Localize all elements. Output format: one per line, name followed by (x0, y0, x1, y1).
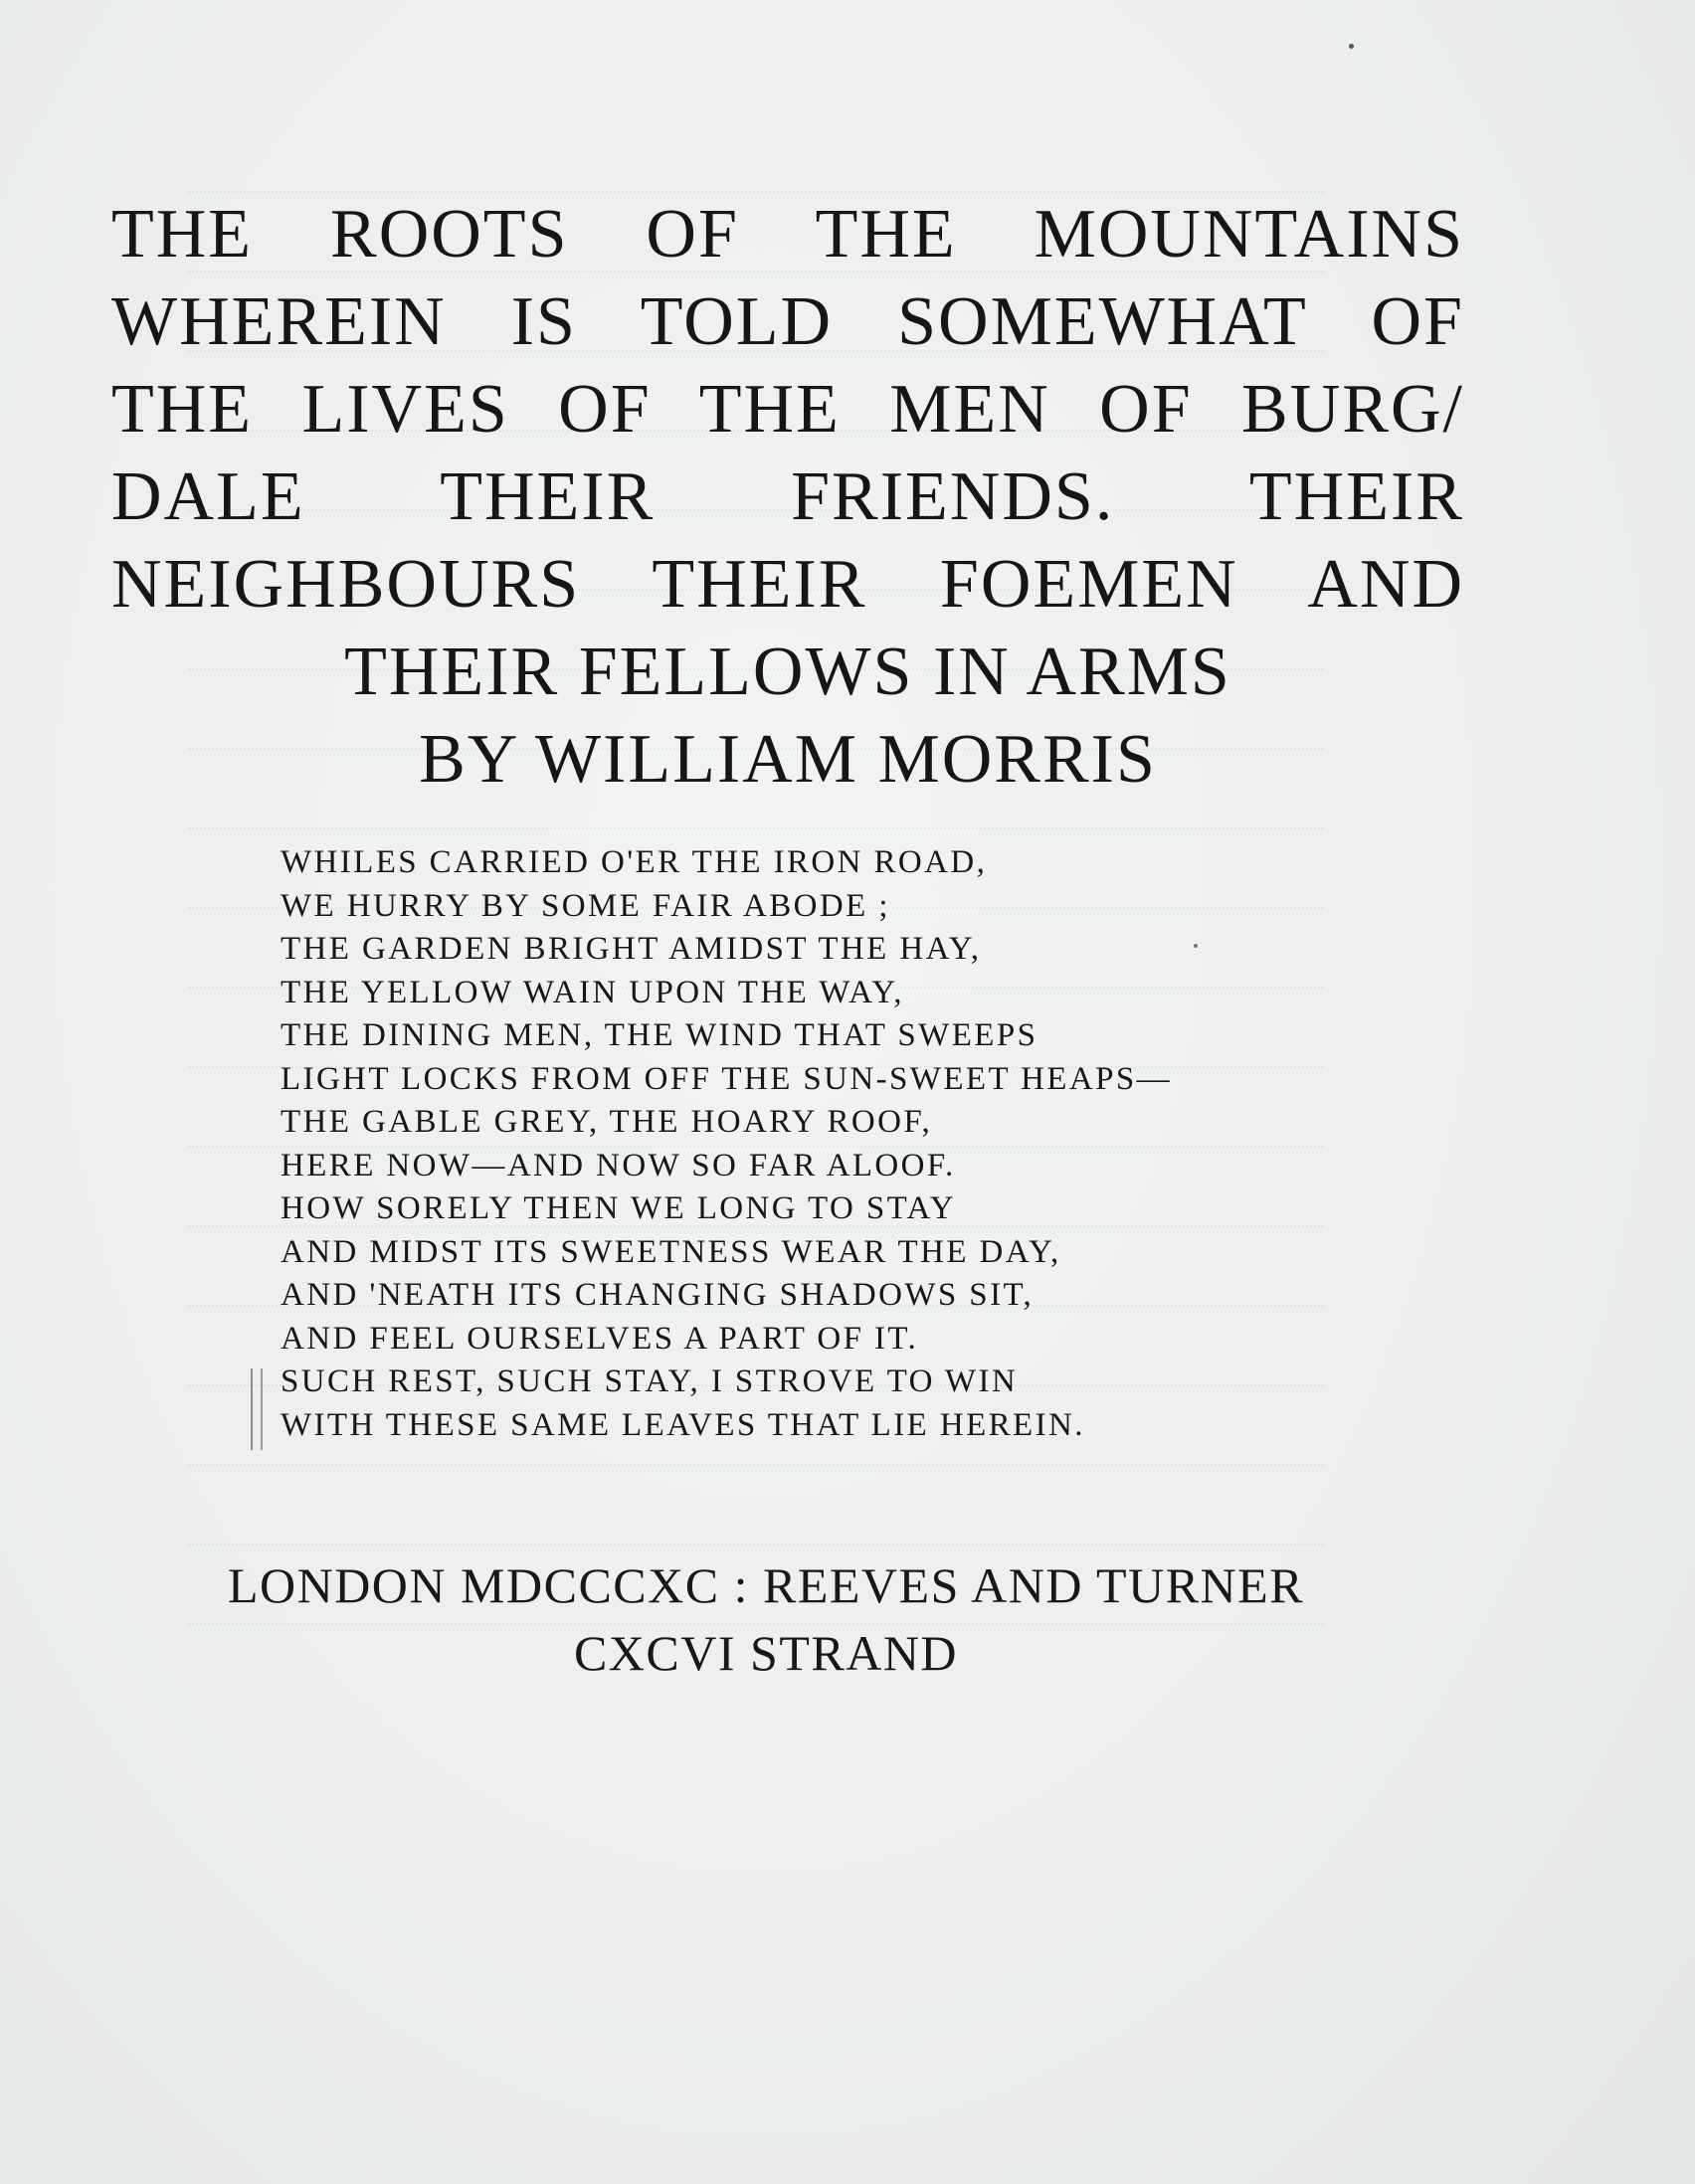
imprint-line-1: LONDON MDCCCXC : REEVES AND TURNER (227, 1557, 1305, 1613)
poem-line: AND 'NEATH ITS CHANGING SHADOWS SIT, (281, 1277, 1035, 1313)
poem-line: AND MIDST ITS SWEETNESS WEAR THE DAY, (281, 1233, 1061, 1270)
poem-line: WHILES CARRIED O'ER THE IRON ROAD, (281, 844, 988, 880)
epigraph-poem (281, 841, 1355, 1447)
poem-line: SUCH REST, SUCH STAY, I STROVE TO WIN (281, 1364, 1019, 1399)
title-line-6: THEIR FELLOWS IN ARMS (344, 634, 1231, 710)
poem-line: WE HURRY BY SOME FAIR ABODE ; (281, 887, 890, 924)
paper-speck (1349, 44, 1354, 49)
book-title (111, 191, 1464, 804)
poem-line: WITH THESE SAME LEAVES THAT LIE HEREIN. (281, 1406, 1085, 1443)
title-line-5: NEIGHBOURS THEIR FOEMEN AND (111, 546, 1464, 623)
title-line-3: THE LIVES OF THE MEN OF BURG/ (111, 371, 1464, 448)
margin-pencil-mark (251, 1368, 263, 1450)
imprint-line-2: CXCVI STRAND (573, 1625, 959, 1681)
poem-line: THE YELLOW WAIN UPON THE WAY, (281, 974, 904, 1010)
paper-speck (1194, 944, 1198, 948)
poem-line: HERE NOW—AND NOW SO FAR ALOOF. (281, 1147, 956, 1183)
title-line-1: THE ROOTS OF THE MOUNTAINS (111, 196, 1464, 273)
poem-line: LIGHT LOCKS FROM OFF THE SUN-SWEET HEAPS— (281, 1060, 1172, 1097)
author-line: BY WILLIAM MORRIS (419, 721, 1157, 798)
publisher-imprint (149, 1551, 1383, 1687)
poem-line: THE GABLE GREY, THE HOARY ROOF, (281, 1104, 933, 1140)
poem-line: THE GARDEN BRIGHT AMIDST THE HAY, (281, 931, 982, 967)
poem-line: AND FEEL OURSELVES A PART OF IT. (281, 1320, 919, 1357)
title-line-4: DALE THEIR FRIENDS. THEIR (111, 458, 1464, 535)
poem-line: THE DINING MEN, THE WIND THAT SWEEPS (281, 1017, 1038, 1053)
title-line-2: WHEREIN IS TOLD SOMEWHAT OF (111, 283, 1464, 360)
poem-line: HOW SORELY THEN WE LONG TO STAY (281, 1190, 956, 1226)
